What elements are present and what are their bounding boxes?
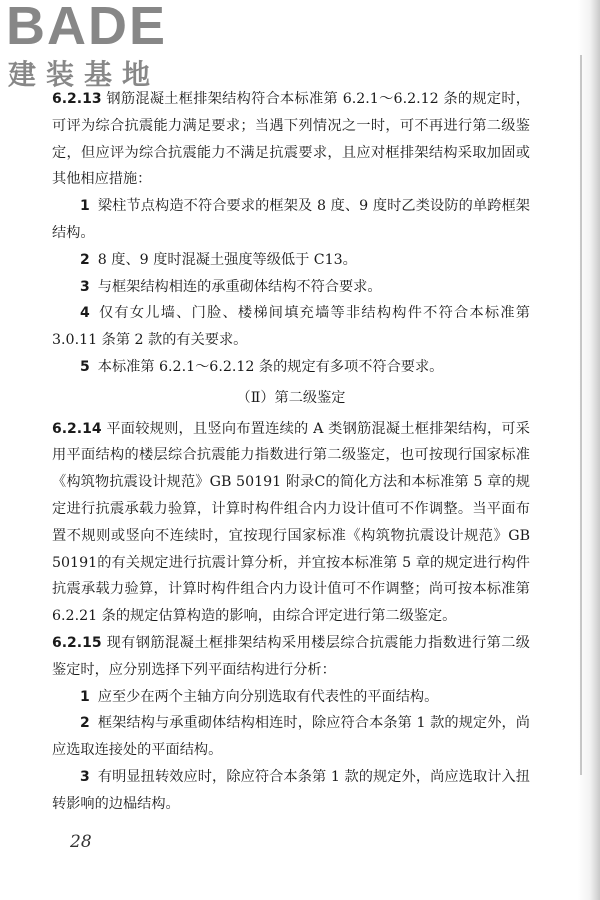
list-item (52, 274, 530, 301)
item-number: 4 (80, 305, 90, 322)
item-number: 5 (80, 358, 90, 375)
item-number: 1 (80, 688, 90, 705)
item-number: 2 (80, 715, 90, 732)
item-number: 3 (80, 768, 90, 785)
clause-6-2-14 (52, 416, 530, 630)
clause-text: 平面较规则，且竖向布置连续的 A 类钢筋混凝土框排架结构，可采用平面结构的楼层综合抗震能力指数进行第二级鉴定，也可按现行国家标准《构筑物抗震设计规范》GB 50191 附录C的简化方法和本标准第 5 章的规定进行抗震承载力验算，计算时构件组合内力设计值可不作调整。当平面布置不规则或竖向不连续时，宜按现行国家标准《构筑物抗震设计规范》GB 50191的有关规定进行抗震计算分析，并宜按本标准第 5 章的规定进行构件抗震承载力验算，计算时构件组合内力设计值可不作调整；尚可按本标准第 6.2.21 条的规定估算构造的影响，由综合评定进行第二级鉴定。 (52, 420, 530, 625)
clause-number: 6.2.13 (52, 91, 102, 107)
clause-number: 6.2.14 (52, 420, 102, 437)
clause-6-2-15 (52, 630, 530, 684)
item-text: 仅有女儿墙、门脸、楼梯间填充墙等非结构构件不符合本标准第 3.0.11 条第 2 款的有关要求。 (52, 305, 530, 349)
item-number: 3 (80, 278, 90, 295)
clause-6-2-13 (52, 86, 530, 193)
logo-subtitle: 建装基地 (8, 58, 161, 91)
scan-shadow-line (580, 55, 582, 775)
list-item (52, 247, 530, 274)
document-body (52, 86, 530, 818)
page-number: 28 (70, 832, 92, 852)
item-text: 有明显扭转效应时，除应符合本条第 1 款的规定外，尚应选取计入扭转影响的边榀结构。 (52, 768, 530, 812)
item-text: 8 度、9 度时混凝土强度等级低于 C13。 (97, 251, 357, 268)
item-text: 本标准第 6.2.1～6.2.12 条的规定有多项不符合要求。 (97, 358, 444, 375)
section-heading: （Ⅱ）第二级鉴定 (236, 389, 346, 406)
logo-mark: BADE (6, 0, 168, 56)
clause-text: 钢筋混凝土框排架结构符合本标准第 6.2.1～6.2.12 条的规定时，可评为综合抗震能力满足要求；当遇下列情况之一时，可不再进行第二级鉴定，但应评为综合抗震能力不满足抗震要求，且应对框排架结构采取加固或其他相应措施： (52, 91, 530, 188)
clause-number: 6.2.15 (52, 634, 102, 651)
item-text: 框架结构与承重砌体结构相连时，除应符合本条第 1 款的规定外，尚应选取连接处的平面结构。 (52, 715, 530, 759)
item-number: 1 (80, 198, 90, 215)
item-text: 应至少在两个主轴方向分别选取有代表性的平面结构。 (97, 688, 439, 705)
list-item (52, 710, 530, 764)
list-item (52, 300, 530, 354)
item-text: 梁柱节点构造不符合要求的框架及 8 度、9 度时乙类设防的单跨框架结构。 (52, 198, 530, 241)
list-item (52, 354, 530, 381)
item-number: 2 (80, 251, 90, 268)
list-item (52, 764, 530, 818)
list-item (52, 684, 530, 711)
clause-text: 现有钢筋混凝土框排架结构采用楼层综合抗震能力指数进行第二级鉴定时，应分别选择下列平面结构进行分析： (52, 634, 530, 678)
item-text: 与框架结构相连的承重砌体结构不符合要求。 (97, 278, 382, 295)
list-item (52, 193, 530, 247)
watermark-logo (4, 0, 180, 92)
